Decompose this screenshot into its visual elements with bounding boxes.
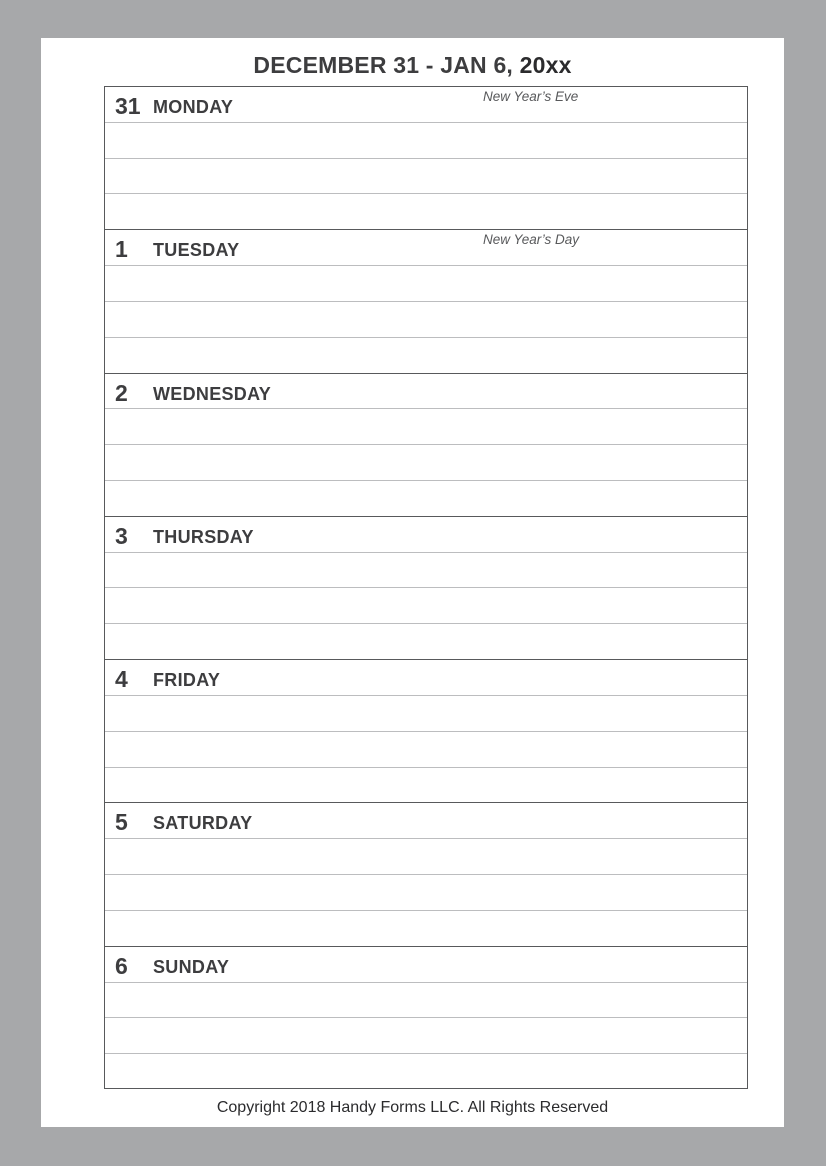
writing-line[interactable]: [105, 302, 747, 338]
day-name: THURSDAY: [153, 526, 254, 547]
day-block-monday: [105, 87, 747, 230]
page-title: [41, 52, 784, 79]
day-block-saturday: [105, 803, 747, 946]
writing-line[interactable]: [105, 159, 747, 195]
week-range: DECEMBER 31 - JAN 6,: [253, 52, 514, 78]
writing-line[interactable]: [105, 481, 747, 517]
day-number: 31: [115, 93, 141, 119]
writing-line[interactable]: [105, 768, 747, 804]
day-number: 3: [115, 522, 128, 549]
writing-line[interactable]: [105, 266, 747, 302]
writing-line[interactable]: [105, 445, 747, 481]
day-number: 1: [115, 236, 128, 263]
writing-line[interactable]: [105, 947, 747, 983]
day-number: 2: [115, 379, 128, 406]
writing-line[interactable]: [105, 732, 747, 768]
week-grid: [104, 86, 748, 1089]
day-number: 5: [115, 809, 128, 836]
day-block-friday: [105, 660, 747, 803]
copyright-footer: Copyright 2018 Handy Forms LLC. All Rights Reserved: [216, 1099, 609, 1116]
writing-line[interactable]: [105, 517, 747, 553]
day-block-tuesday: [105, 230, 747, 373]
writing-line[interactable]: [105, 588, 747, 624]
day-block-wednesday: [105, 374, 747, 517]
day-number: 4: [115, 666, 128, 693]
writing-line[interactable]: [105, 194, 747, 230]
day-name: WEDNESDAY: [153, 383, 272, 404]
day-block-sunday: [105, 947, 747, 1090]
writing-line[interactable]: [105, 803, 747, 839]
day-number: 6: [115, 952, 128, 979]
writing-line[interactable]: [105, 553, 747, 589]
writing-line[interactable]: [105, 338, 747, 374]
planner-page: [41, 38, 784, 1127]
writing-line[interactable]: [105, 911, 747, 947]
writing-line[interactable]: [105, 839, 747, 875]
writing-line[interactable]: [105, 409, 747, 445]
day-block-thursday: [105, 517, 747, 660]
writing-line[interactable]: [105, 696, 747, 732]
holiday-label: New Year’s Day: [483, 232, 580, 248]
writing-line[interactable]: [105, 875, 747, 911]
writing-line[interactable]: [105, 660, 747, 696]
writing-line[interactable]: [105, 87, 747, 123]
day-name: SUNDAY: [153, 956, 230, 977]
year-label: 20xx: [519, 52, 572, 78]
writing-line[interactable]: [105, 123, 747, 159]
writing-line[interactable]: [105, 1018, 747, 1054]
day-name: SATURDAY: [153, 813, 253, 834]
day-name: TUESDAY: [153, 240, 240, 261]
writing-line[interactable]: [105, 374, 747, 410]
writing-line[interactable]: [105, 230, 747, 266]
writing-line[interactable]: [105, 624, 747, 660]
writing-line[interactable]: [105, 1054, 747, 1090]
day-name: MONDAY: [153, 97, 234, 117]
day-name: FRIDAY: [153, 670, 221, 691]
holiday-label: New Year’s Eve: [483, 89, 579, 104]
writing-line[interactable]: [105, 983, 747, 1019]
